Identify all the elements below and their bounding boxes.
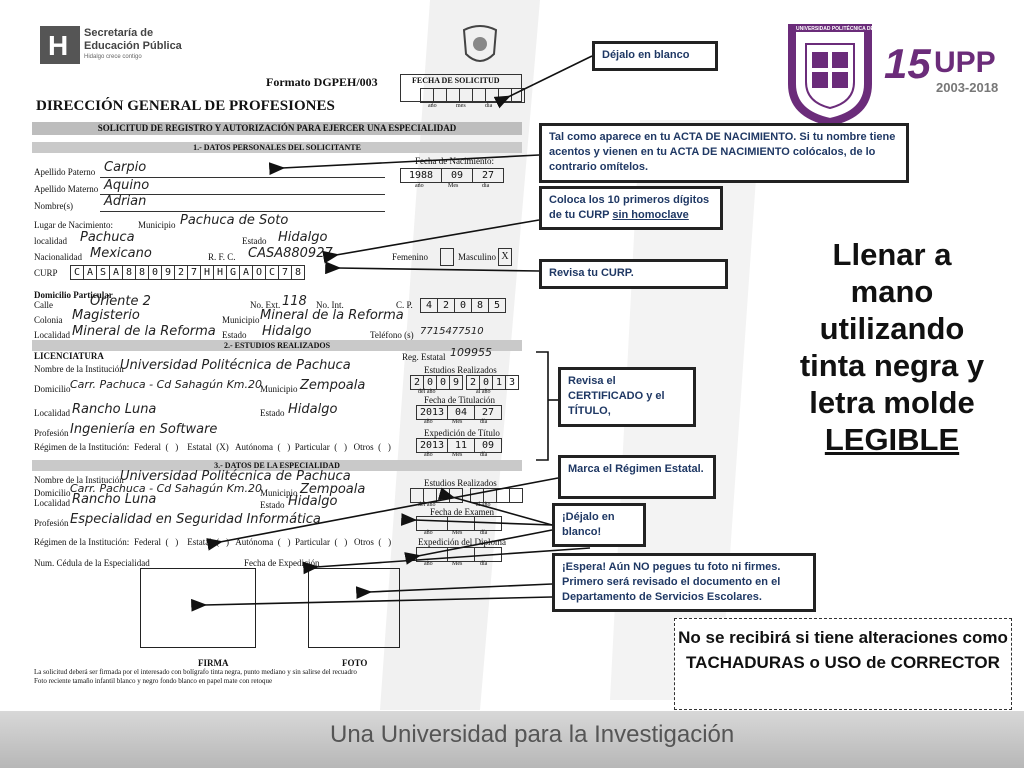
lugar-nac-label: Lugar de Nacimiento: [34,220,113,230]
university-seal-icon [786,24,900,124]
fecha-tit-month: 04 [447,405,475,420]
licenciatura-label: LICENCIATURA [34,351,104,361]
no-ext-value: 118 [282,294,307,309]
nacionalidad-value: Mexicano [90,246,152,261]
nombres-value: Adrian [104,194,147,209]
al3-ano: al año [476,502,491,508]
colonia-value: Magisterio [72,308,140,323]
callout-curp10-underline: sin homoclave [612,209,689,221]
expedicion-label: Expedición de Título [424,428,500,438]
direccion-title: DIRECCIÓN GENERAL DE PROFESIONES [36,98,335,114]
institucion-value: Universidad Politécnica de Pachuca [120,358,351,373]
callout-curp10 [539,186,723,230]
profesion-value: Ingeniería en Software [70,422,218,437]
femenino-label: Femenino [392,252,428,262]
regimen3-options: Federal ( ) Estatal ( ) Autónoma ( ) Particular ( ) Otros ( ) [134,537,392,547]
curp-char: 8 [135,265,149,280]
estudios-al-boxes [466,375,518,390]
curp-char: 8 [122,265,136,280]
sep-title-2: Educación Pública [84,40,182,52]
profesion-label: Profesión [34,428,69,438]
rfc-label: R. F. C. [208,252,236,262]
fecha-examen-boxes [416,516,501,531]
upp-years: 2003-2018 [936,80,999,95]
estado3-value: Hidalgo [288,402,338,417]
exp-sub-dia: día [480,452,488,458]
curp-char: 7 [187,265,201,280]
callout-marca-regimen: Marca el Régimen Estatal. [558,455,716,499]
estudios-al-digit: 2 [466,375,480,390]
callout-revisa-curp: Revisa tu CURP. [539,259,728,289]
estudios-al-digit: 1 [492,375,506,390]
fecha-nac-month: 09 [441,168,473,183]
fecha-expedicion-label: Fecha de Expedición [244,558,320,568]
exp-sub-ano: año [424,452,433,458]
sep-title-1: Secretaría de [84,27,154,39]
callout-dejalo-blanco: Déjalo en blanco [592,41,718,71]
curp-char: H [200,265,214,280]
cp-digit: 2 [437,298,455,313]
cp-digit: 8 [471,298,489,313]
callout-acta: Tal como aparece en tu ACTA DE NACIMIENTO. Si tu nombre tiene acentos y vienen en tu ACTA DE NACIMIENTO colócalos, de lo contrario omítelos. [539,123,909,183]
municipio2-value: Mineral de la Reforma [260,308,404,323]
estado2-label: Estado [222,330,247,340]
fecha-examen-label: Fecha de Examen [430,507,494,517]
estudios-del-digit: 2 [410,375,424,390]
apellido-paterno-label: Apellido Paterno [34,167,96,177]
domicilio2-label: Domicilio [34,384,71,394]
fecha-nac-year: 1988 [400,168,442,183]
exam-sub-mes: Mes [452,530,463,536]
foto-label: FOTO [342,658,368,668]
del3-ano: del año [418,502,436,508]
domicilio3-label: Domicilio [34,488,71,498]
domicilio3-value: Carr. Pachuca - Cd Sahagún Km.20 [70,482,263,495]
exam-sub-dia: día [480,530,488,536]
domicilio2-value: Carr. Pachuca - Cd Sahagún Km.20 [70,378,263,391]
expedicion-diploma-label: Expedición del Diploma [418,537,506,547]
calle-value: Oriente 2 [90,294,151,309]
callout-revisa-cert: Revisa el CERTIFICADO y el TÍTULO, [558,367,696,427]
fecha-exp-year: 2013 [416,438,448,453]
footnote-2: Foto reciente tamaño infantil blanco y negro fondo blanco en papel mate con retoque [34,677,273,685]
fecha-exp-day: 09 [474,438,502,453]
exp-sub-mes: Mes [452,452,463,458]
cedula-label: Num. Cédula de la Especialidad [34,558,150,568]
masculino-box: X [498,248,512,266]
fecha-tit-boxes [416,405,501,420]
fecha-tit-day: 27 [474,405,502,420]
application-form [20,18,530,708]
no-ext-label: No. Ext. [250,300,281,310]
sep-tagline: Hidalgo crece contigo [84,54,142,60]
del-ano: del año [418,389,436,395]
instruction-line-1: Llenar a [832,237,952,272]
localidad-label: localidad [34,236,67,246]
fecha-nac-boxes [400,168,503,183]
institucion3-value: Universidad Politécnica de Pachuca [120,469,351,484]
cp-boxes [420,298,505,313]
apellido-materno-value: Aquino [104,178,150,193]
callout-espera: ¡Espera! Aún NO pegues tu foto ni firmes. Primero será revisado el documento en el Departamento de Servicios Escolares. [552,553,816,612]
fnac-sub-ano: año [415,183,424,189]
fecha-tit-label: Fecha de Titulación [424,395,495,405]
curp-char: 8 [291,265,305,280]
sep-logo-h: H [48,30,69,61]
telefono-value: 7715477510 [420,326,484,337]
estudios-del-digit: 0 [436,375,450,390]
estudios-del-boxes [410,375,462,390]
footnote-1: La solicitud deberá ser firmada por el interesado con bolígrafo tinta negra, punto mediano y sin salirse del recuadro [34,668,357,676]
dip-sub-ano: año [424,561,433,567]
apellido-materno-label: Apellido Materno [34,184,99,194]
localidad-value: Pachuca [80,230,135,245]
localidad4-label: Localidad [34,498,70,508]
estudios-del-digit: 9 [449,375,463,390]
cp-digit: 0 [454,298,472,313]
curp-char: 2 [174,265,188,280]
footer-slogan: Una Universidad para la Investigación [330,721,735,748]
estudios3-label: Estudios Realizados [424,478,497,488]
calle-label: Calle [34,300,53,310]
curp-char: C [265,265,279,280]
municipio3-label: Municipio [260,384,298,394]
fecha-diploma-boxes [416,547,501,562]
anniversary-number: 15 [884,40,931,87]
estado2-value: Hidalgo [262,324,312,339]
localidad3-value: Rancho Luna [72,402,157,417]
municipio-value: Pachuca de Soto [180,213,289,228]
curp-char: S [96,265,110,280]
estudios-al-digit: 0 [479,375,493,390]
estudios-del-digit: 0 [423,375,437,390]
estudios3-boxes [410,488,522,503]
nacionalidad-label: Nacionalidad [34,252,82,262]
curp-char: 7 [278,265,292,280]
localidad2-label: Localidad [34,330,70,340]
curp-boxes [70,265,304,280]
estudios-label: Estudios Realizados [424,365,497,375]
curp-char: O [252,265,266,280]
curp-label: CURP [34,268,58,278]
profesion3-value: Especialidad en Seguridad Informática [70,512,321,527]
municipio-label: Municipio [138,220,176,230]
curp-char: A [83,265,97,280]
curp-char: C [70,265,84,280]
curp-char: 9 [161,265,175,280]
fecha-nac-day: 27 [472,168,504,183]
regimen-options: Federal ( ) Estatal (X) Autónoma ( ) Particular ( ) Otros ( ) [134,442,391,452]
fecha-solicitud-sub-mes: mes [456,103,466,109]
fecha-solicitud-sub-dia: día [485,103,493,109]
section3-bar: 3.- DATOS DE LA ESPECIALIDAD [32,460,522,471]
curp-char: 0 [148,265,162,280]
cp-label: C. P. [396,300,413,310]
fecha-solicitud-boxes [420,88,524,103]
fecha-exp-boxes [416,438,501,453]
nombres-label: Nombre(s) [34,201,73,211]
localidad3-label: Localidad [34,408,70,418]
fecha-exp-month: 11 [447,438,475,453]
formato-label: Formato DGPEH/003 [266,75,378,89]
curp-char: A [239,265,253,280]
curp-char: H [213,265,227,280]
curp-char: G [226,265,240,280]
estado3-label: Estado [260,408,285,418]
localidad4-value: Rancho Luna [72,492,157,507]
line-nom [100,211,385,212]
callout-dejalo-blanco-2: ¡Déjalo en blanco! [552,503,646,547]
profesion3-label: Profesión [34,518,69,528]
colonia-label: Colonia [34,315,63,325]
estado4-label: Estado [260,500,285,510]
fnac-sub-mes: Mes [448,183,459,189]
domicilio-label: Domicilio Particular [34,290,113,300]
femenino-box [440,248,454,266]
reg-estatal-value: 109955 [450,346,492,359]
rfc-value: CASA880927 [248,246,333,261]
estudios-al-digit: 3 [505,375,519,390]
regimen3-label: Régimen de la Institución: [34,537,130,547]
curp-char: A [109,265,123,280]
telefono-label: Teléfono (s) [370,330,414,340]
apellido-paterno-value: Carpio [104,160,147,175]
tit-sub-dia: día [480,419,488,425]
reg-estatal-label: Reg. Estatal [402,352,446,362]
estado-label: Estado [242,236,267,246]
firma-label: FIRMA [198,658,229,668]
section1-bar: 1.- DATOS PERSONALES DEL SOLICITANTE [32,142,522,153]
localidad2-value: Mineral de la Reforma [72,324,216,339]
fnac-sub-dia: día [482,183,490,189]
estado-value: Hidalgo [278,230,328,245]
foto-box [308,568,400,648]
instruction-heading [776,236,1008,458]
fecha-tit-year: 2013 [416,405,448,420]
exam-sub-ano: año [424,530,433,536]
al-ano: al año [476,389,491,395]
upp-logo-text: UPP [934,46,996,79]
callout-curp10-text: Coloca los 10 primeros dígitos de tu CURP [549,194,710,221]
tit-sub-mes: Mes [452,419,463,425]
dip-sub-dia: día [480,561,488,567]
cp-digit: 4 [420,298,438,313]
fecha-solicitud-label: FECHA DE SOLICITUD [412,76,500,85]
form-title-bar: SOLICITUD DE REGISTRO Y AUTORIZACIÓN PARA EJERCER UNA ESPECIALIDAD [32,122,522,135]
municipio3-value: Zempoala [300,378,366,393]
municipio2-label: Municipio [222,315,260,325]
tit-sub-ano: año [424,419,433,425]
municipio4-value: Zempoala [300,482,366,497]
instruction-line-5: letra molde [809,385,975,420]
regimen-label: Régimen de la Institución: [34,442,130,452]
cp-digit: 5 [488,298,506,313]
university-seal-text: UNIVERSIDAD POLITÉCNICA DE PACHUCA [796,26,900,32]
nombre-inst-label: Nombre de la Institución [34,364,124,374]
dip-sub-mes: Mes [452,561,463,567]
instruction-line-4: tinta negra y [799,348,985,383]
section2-bar: 2.- ESTUDIOS REALIZADOS [32,340,522,351]
municipio4-label: Municipio [260,488,298,498]
fecha-solicitud-sub-ano: año [428,103,437,109]
instruction-line-2: mano [850,274,934,309]
masculino-label: Masculino [458,252,496,262]
nombre-inst3-label: Nombre de la Institución [34,475,124,485]
no-int-label: No. Int. [316,300,344,310]
warning-note: No se recibirá si tiene alteraciones como TACHADURAS o USO de CORRECTOR [674,618,1012,710]
estado4-value: Hidalgo [288,494,338,509]
instruction-line-6: LEGIBLE [824,422,960,457]
instruction-line-3: utilizando [819,311,965,346]
firma-box [140,568,256,648]
fecha-nac-label: Fecha de Nacimiento: [415,156,494,166]
